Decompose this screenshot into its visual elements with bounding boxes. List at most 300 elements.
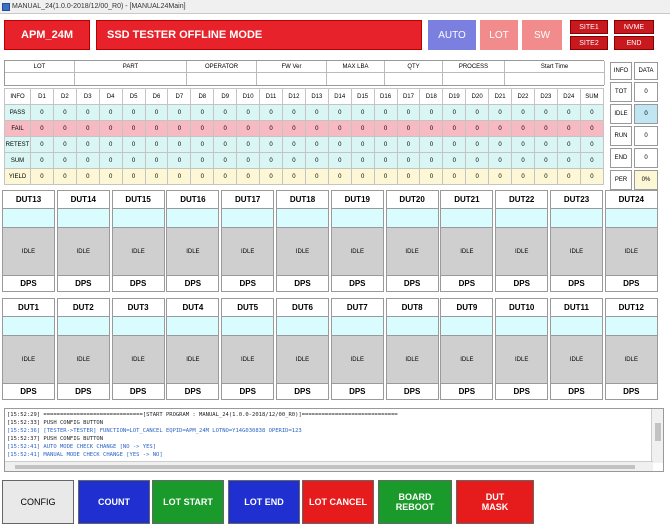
- dut-dps: DPS: [496, 276, 547, 291]
- stats-cell: 0: [122, 121, 145, 137]
- stats-cell: 0: [237, 105, 260, 121]
- stats-column-header: D1: [31, 89, 54, 105]
- stats-cell: 0: [512, 121, 535, 137]
- dut-status: IDLE: [606, 228, 657, 276]
- stats-cell: 0: [99, 121, 122, 137]
- stats-cell: 0: [168, 153, 191, 169]
- stats-cell: 0: [122, 105, 145, 121]
- stats-cell: 0: [191, 105, 214, 121]
- summary-value: 0: [634, 148, 658, 168]
- stats-cell: 0: [145, 121, 168, 137]
- lot-header: QTY: [385, 61, 443, 73]
- stats-row: [5, 121, 604, 137]
- stats-cell: 0: [489, 121, 512, 137]
- dut-name: DUT22: [496, 191, 547, 208]
- stats-cell: 0: [260, 169, 283, 185]
- lot-value-field[interactable]: [443, 73, 505, 85]
- dut-card[interactable]: [495, 190, 548, 292]
- stats-cell: 0: [31, 121, 54, 137]
- stats-cell: 0: [489, 105, 512, 121]
- stats-cell: 0: [420, 137, 443, 153]
- stats-cell: 0: [374, 121, 397, 137]
- stats-cell: 0: [443, 153, 466, 169]
- sw-button[interactable]: SW: [522, 20, 562, 50]
- stats-column-header: D4: [99, 89, 122, 105]
- stats-column-header: INFO: [5, 89, 31, 105]
- dut-status: IDLE: [496, 336, 547, 384]
- dut-dps: DPS: [441, 276, 492, 291]
- dut-name: DUT20: [387, 191, 438, 208]
- stats-row: [5, 153, 604, 169]
- dut-dps: DPS: [113, 276, 164, 291]
- summary-header: INFO: [610, 62, 632, 80]
- dut-dps: DPS: [496, 384, 547, 399]
- stats-cell: 0: [351, 169, 374, 185]
- stats-row: [5, 169, 604, 185]
- stats-cell: 0: [76, 153, 99, 169]
- stats-column-header: D12: [282, 89, 305, 105]
- stats-cell: 0: [168, 121, 191, 137]
- stats-cell: 0: [214, 169, 237, 185]
- lot-header: LOT: [5, 61, 75, 73]
- stats-cell: 0: [191, 137, 214, 153]
- dut-card[interactable]: [550, 190, 603, 292]
- stats-column-header: D5: [122, 89, 145, 105]
- stats-cell: 0: [512, 169, 535, 185]
- dut-dps: DPS: [58, 276, 109, 291]
- stats-cell: 0: [99, 153, 122, 169]
- stats-cell: 0: [76, 121, 99, 137]
- stats-cell: 0: [168, 169, 191, 185]
- stats-cell: 0: [557, 153, 580, 169]
- dut-info-field: [332, 316, 383, 336]
- dut-name: DUT12: [606, 299, 657, 316]
- stats-cell: 0: [76, 169, 99, 185]
- stats-cell: 0: [305, 121, 328, 137]
- summary-label: PER: [610, 170, 632, 190]
- dut-card[interactable]: [2, 190, 55, 292]
- log-lines: [7, 411, 647, 459]
- dut-status: IDLE: [113, 228, 164, 276]
- stats-cell: 0: [53, 153, 76, 169]
- stats-row: [5, 105, 604, 121]
- dut-card[interactable]: [166, 298, 219, 400]
- stats-cell: 0: [328, 153, 351, 169]
- dut-info-field: [387, 208, 438, 228]
- summary-value: 0: [634, 126, 658, 146]
- site1-button[interactable]: SITE1: [570, 20, 608, 34]
- dut-card[interactable]: [605, 298, 658, 400]
- stats-cell: 0: [374, 153, 397, 169]
- lot-cancel-button[interactable]: LOT CANCEL: [302, 480, 374, 524]
- dut-info-field: [58, 208, 109, 228]
- dut-name: DUT9: [441, 299, 492, 316]
- stats-cell: 0: [214, 105, 237, 121]
- log-horizontal-scrollbar[interactable]: [5, 461, 653, 471]
- dut-name: DUT4: [167, 299, 218, 316]
- dut-info-field: [3, 208, 54, 228]
- stats-cell: 0: [397, 153, 420, 169]
- stats-cell: 0: [443, 137, 466, 153]
- dut-card[interactable]: [57, 190, 110, 292]
- summary-label: RUN: [610, 126, 632, 146]
- stats-cell: 0: [122, 137, 145, 153]
- stats-cell: 0: [397, 121, 420, 137]
- stats-cell: 0: [53, 105, 76, 121]
- summary-value: 0%: [634, 170, 658, 190]
- dut-name: DUT8: [387, 299, 438, 316]
- stats-cell: 0: [53, 121, 76, 137]
- dut-name: DUT17: [222, 191, 273, 208]
- lot-value-field[interactable]: [75, 73, 187, 85]
- site2-button[interactable]: SITE2: [570, 36, 608, 50]
- stats-cell: 0: [145, 169, 168, 185]
- stats-column-header: D24: [557, 89, 580, 105]
- dut-card[interactable]: [495, 298, 548, 400]
- stats-row-label: RETEST: [5, 137, 31, 153]
- stats-cell: 0: [76, 105, 99, 121]
- stats-cell: 0: [489, 169, 512, 185]
- stats-cell: 0: [168, 105, 191, 121]
- dut-dps: DPS: [277, 384, 328, 399]
- count-button[interactable]: COUNT: [78, 480, 150, 524]
- log-line: [15:52:41] AUTO MODE CHECK CHANGE [NO -> YES]: [7, 444, 157, 450]
- stats-cell: 0: [489, 153, 512, 169]
- stats-cell: 0: [191, 153, 214, 169]
- lot-header: PROCESS: [443, 61, 505, 73]
- stats-cell: 0: [420, 105, 443, 121]
- stats-cell: 0: [168, 137, 191, 153]
- stats-cell: 0: [282, 121, 305, 137]
- dut-card[interactable]: [605, 190, 658, 292]
- stats-cell: 0: [328, 121, 351, 137]
- dut-info-field: [496, 208, 547, 228]
- dut-info-field: [551, 208, 602, 228]
- dut-dps: DPS: [167, 384, 218, 399]
- dut-status: IDLE: [113, 336, 164, 384]
- stats-cell: 0: [31, 105, 54, 121]
- dut-card[interactable]: [440, 190, 493, 292]
- dut-name: DUT5: [222, 299, 273, 316]
- dut-status: IDLE: [277, 228, 328, 276]
- dut-card[interactable]: [221, 190, 274, 292]
- dut-name: DUT21: [441, 191, 492, 208]
- dut-info-field: [113, 316, 164, 336]
- dut-dps: DPS: [113, 384, 164, 399]
- dut-status: IDLE: [58, 336, 109, 384]
- lot-value-field[interactable]: [327, 73, 385, 85]
- stats-cell: 0: [214, 137, 237, 153]
- dut-info-field: [551, 316, 602, 336]
- window-titlebar: [0, 0, 670, 14]
- dut-name: DUT15: [113, 191, 164, 208]
- stats-column-header: D3: [76, 89, 99, 105]
- dut-name: DUT10: [496, 299, 547, 316]
- dut-card[interactable]: [2, 298, 55, 400]
- lot-header: Start Time: [505, 61, 605, 73]
- dut-card[interactable]: [386, 298, 439, 400]
- stats-cell: 0: [237, 169, 260, 185]
- lot-button[interactable]: LOT: [480, 20, 518, 50]
- lot-end-button[interactable]: LOT END: [228, 480, 300, 524]
- auto-button[interactable]: AUTO: [428, 20, 476, 50]
- stats-cell: 0: [466, 169, 489, 185]
- stats-cell: 0: [351, 121, 374, 137]
- stats-cell: 0: [305, 105, 328, 121]
- dut-status: IDLE: [277, 336, 328, 384]
- summary-header: DATA: [634, 62, 658, 80]
- dut-name: DUT1: [3, 299, 54, 316]
- dut-card[interactable]: [276, 298, 329, 400]
- nvme-button[interactable]: NVME: [614, 20, 654, 34]
- stats-column-header: D23: [534, 89, 557, 105]
- dut-info-field: [222, 208, 273, 228]
- stats-cell: 0: [557, 137, 580, 153]
- stats-cell: 0: [328, 105, 351, 121]
- stats-table: [4, 88, 604, 185]
- dut-info-field: [167, 208, 218, 228]
- stats-cell: 0: [31, 169, 54, 185]
- stats-cell: 0: [282, 169, 305, 185]
- stats-cell: 0: [374, 137, 397, 153]
- stats-column-header: D15: [351, 89, 374, 105]
- dut-card[interactable]: [550, 298, 603, 400]
- stats-cell: 0: [512, 105, 535, 121]
- stats-cell: 0: [53, 169, 76, 185]
- stats-cell: 0: [214, 153, 237, 169]
- stats-cell: 0: [374, 105, 397, 121]
- stats-cell: 0: [397, 137, 420, 153]
- stats-row-label: PASS: [5, 105, 31, 121]
- stats-cell: 0: [534, 105, 557, 121]
- dut-status: IDLE: [222, 228, 273, 276]
- stats-cell: 0: [512, 137, 535, 153]
- stats-cell: 0: [374, 169, 397, 185]
- dut-dps: DPS: [387, 384, 438, 399]
- dut-status: IDLE: [441, 228, 492, 276]
- stats-cell: 0: [99, 105, 122, 121]
- stats-cell: 0: [351, 137, 374, 153]
- lot-header: MAX LBA: [327, 61, 385, 73]
- dut-card[interactable]: [112, 298, 165, 400]
- stats-cell: 0: [557, 169, 580, 185]
- stats-cell: 0: [557, 105, 580, 121]
- stats-row: [5, 137, 604, 153]
- dut-status: IDLE: [3, 228, 54, 276]
- dut-card[interactable]: [276, 190, 329, 292]
- dut-info-field: [441, 208, 492, 228]
- dut-status: IDLE: [551, 228, 602, 276]
- stats-cell: 0: [260, 137, 283, 153]
- dut-status: IDLE: [167, 228, 218, 276]
- model-label: APM_24M: [4, 20, 90, 50]
- stats-row-label: SUM: [5, 153, 31, 169]
- dut-dps: DPS: [3, 384, 54, 399]
- log-panel: [4, 408, 664, 472]
- stats-cell: 0: [557, 121, 580, 137]
- summary-label: IDLE: [610, 104, 632, 124]
- stats-cell: 0: [237, 153, 260, 169]
- dut-dps: DPS: [277, 276, 328, 291]
- stats-cell: 0: [420, 121, 443, 137]
- lot-header: OPERATOR: [187, 61, 257, 73]
- dut-dps: DPS: [222, 384, 273, 399]
- dut-info-field: [606, 208, 657, 228]
- dut-dps: DPS: [387, 276, 438, 291]
- lot-value-field[interactable]: [505, 73, 605, 85]
- dut-status: IDLE: [496, 228, 547, 276]
- stats-cell: 0: [580, 121, 603, 137]
- summary-label: END: [610, 148, 632, 168]
- lot-value-field[interactable]: [385, 73, 443, 85]
- summary-value: 0: [634, 82, 658, 102]
- dut-name: DUT3: [113, 299, 164, 316]
- stats-header-row: [5, 89, 604, 105]
- dut-status: IDLE: [332, 336, 383, 384]
- stats-column-header: D7: [168, 89, 191, 105]
- dut-info-field: [277, 208, 328, 228]
- stats-cell: 0: [145, 153, 168, 169]
- stats-cell: 0: [466, 121, 489, 137]
- dut-name: DUT16: [167, 191, 218, 208]
- stats-cell: 0: [534, 121, 557, 137]
- stats-column-header: D6: [145, 89, 168, 105]
- stats-cell: 0: [191, 121, 214, 137]
- dut-card[interactable]: [331, 298, 384, 400]
- dut-info-field: [606, 316, 657, 336]
- stats-cell: 0: [282, 105, 305, 121]
- dut-name: DUT11: [551, 299, 602, 316]
- stats-cell: 0: [31, 153, 54, 169]
- stats-cell: 0: [351, 153, 374, 169]
- dut-status: IDLE: [167, 336, 218, 384]
- stats-column-header: D13: [305, 89, 328, 105]
- dut-info-field: [387, 316, 438, 336]
- stats-cell: 0: [580, 105, 603, 121]
- stats-column-header: D20: [466, 89, 489, 105]
- dut-name: DUT7: [332, 299, 383, 316]
- stats-cell: 0: [76, 137, 99, 153]
- dut-dps: DPS: [3, 276, 54, 291]
- dut-card[interactable]: [386, 190, 439, 292]
- dut-info-field: [167, 316, 218, 336]
- dut-card[interactable]: [331, 190, 384, 292]
- lot-value-field[interactable]: [187, 73, 257, 85]
- dut-dps: DPS: [222, 276, 273, 291]
- stats-column-header: D14: [328, 89, 351, 105]
- dut-info-field: [113, 208, 164, 228]
- dut-card[interactable]: [166, 190, 219, 292]
- stats-cell: 0: [420, 169, 443, 185]
- stats-cell: 0: [580, 169, 603, 185]
- stats-cell: 0: [145, 105, 168, 121]
- stats-cell: 0: [328, 137, 351, 153]
- dut-dps: DPS: [332, 276, 383, 291]
- stats-cell: 0: [122, 169, 145, 185]
- lot-header: FW Ver: [257, 61, 327, 73]
- dut-name: DUT2: [58, 299, 109, 316]
- log-line: [15:52:33] PUSH CONFIG BUTTON: [7, 420, 104, 426]
- stats-column-header: D22: [512, 89, 535, 105]
- dut-dps: DPS: [332, 384, 383, 399]
- stats-cell: 0: [466, 137, 489, 153]
- dut-status: IDLE: [606, 336, 657, 384]
- stats-cell: 0: [397, 169, 420, 185]
- lot-start-button[interactable]: LOT START: [152, 480, 224, 524]
- log-line: [15:52:36] [TESTER->TESTER] FUNCTION=LOT_CANCEL EQPID=APM_24M LOTNO=Y14G030838 OPERID=123: [7, 428, 302, 434]
- log-vertical-scrollbar[interactable]: [651, 409, 663, 463]
- lot-value-field[interactable]: [257, 73, 327, 85]
- stats-row-label: FAIL: [5, 121, 31, 137]
- summary-label: TOT: [610, 82, 632, 102]
- stats-cell: 0: [443, 121, 466, 137]
- config-button[interactable]: CONFIG: [2, 480, 74, 524]
- dut-mask-button[interactable]: DUT MASK: [456, 480, 534, 524]
- end-button[interactable]: END: [614, 36, 654, 50]
- dut-info-field: [277, 316, 328, 336]
- dut-card[interactable]: [112, 190, 165, 292]
- dut-card[interactable]: [221, 298, 274, 400]
- stats-cell: 0: [305, 137, 328, 153]
- dut-name: DUT13: [3, 191, 54, 208]
- dut-dps: DPS: [58, 384, 109, 399]
- dut-dps: DPS: [441, 384, 492, 399]
- lot-info-grid: [4, 60, 604, 86]
- dut-dps: DPS: [551, 276, 602, 291]
- dut-info-field: [58, 316, 109, 336]
- stats-cell: 0: [580, 153, 603, 169]
- stats-cell: 0: [397, 105, 420, 121]
- stats-column-header: D9: [214, 89, 237, 105]
- summary-value: 0: [634, 104, 658, 124]
- board-reboot-button[interactable]: BOARD REBOOT: [378, 480, 452, 524]
- stats-cell: 0: [260, 121, 283, 137]
- dut-status: IDLE: [387, 228, 438, 276]
- dut-dps: DPS: [167, 276, 218, 291]
- dut-card[interactable]: [440, 298, 493, 400]
- stats-cell: 0: [191, 169, 214, 185]
- lot-value-field[interactable]: [5, 73, 75, 85]
- stats-cell: 0: [443, 169, 466, 185]
- dut-card[interactable]: [57, 298, 110, 400]
- stats-cell: 0: [260, 105, 283, 121]
- stats-cell: 0: [328, 169, 351, 185]
- stats-cell: 0: [534, 137, 557, 153]
- stats-cell: 0: [99, 137, 122, 153]
- dut-dps: DPS: [606, 384, 657, 399]
- dut-status: IDLE: [58, 228, 109, 276]
- lot-header: PART: [75, 61, 187, 73]
- dut-status: IDLE: [222, 336, 273, 384]
- dut-status: IDLE: [3, 336, 54, 384]
- stats-cell: 0: [534, 169, 557, 185]
- dut-name: DUT14: [58, 191, 109, 208]
- stats-cell: 0: [580, 137, 603, 153]
- log-line: [15:52:29] ==============================[START PROGRAM : MANUAL_24(1.0.0-2018/12/00_R0)]=============================: [7, 412, 398, 418]
- stats-column-header: D2: [53, 89, 76, 105]
- dut-status: IDLE: [551, 336, 602, 384]
- dut-info-field: [3, 316, 54, 336]
- dut-status: IDLE: [387, 336, 438, 384]
- dut-info-field: [496, 316, 547, 336]
- stats-cell: 0: [99, 169, 122, 185]
- stats-cell: 0: [145, 137, 168, 153]
- stats-cell: 0: [443, 105, 466, 121]
- log-line: [15:52:41] MANUAL MODE CHECK CHANGE [YES -> NO]: [7, 452, 163, 458]
- stats-cell: 0: [122, 153, 145, 169]
- stats-cell: 0: [534, 153, 557, 169]
- stats-column-header: D21: [489, 89, 512, 105]
